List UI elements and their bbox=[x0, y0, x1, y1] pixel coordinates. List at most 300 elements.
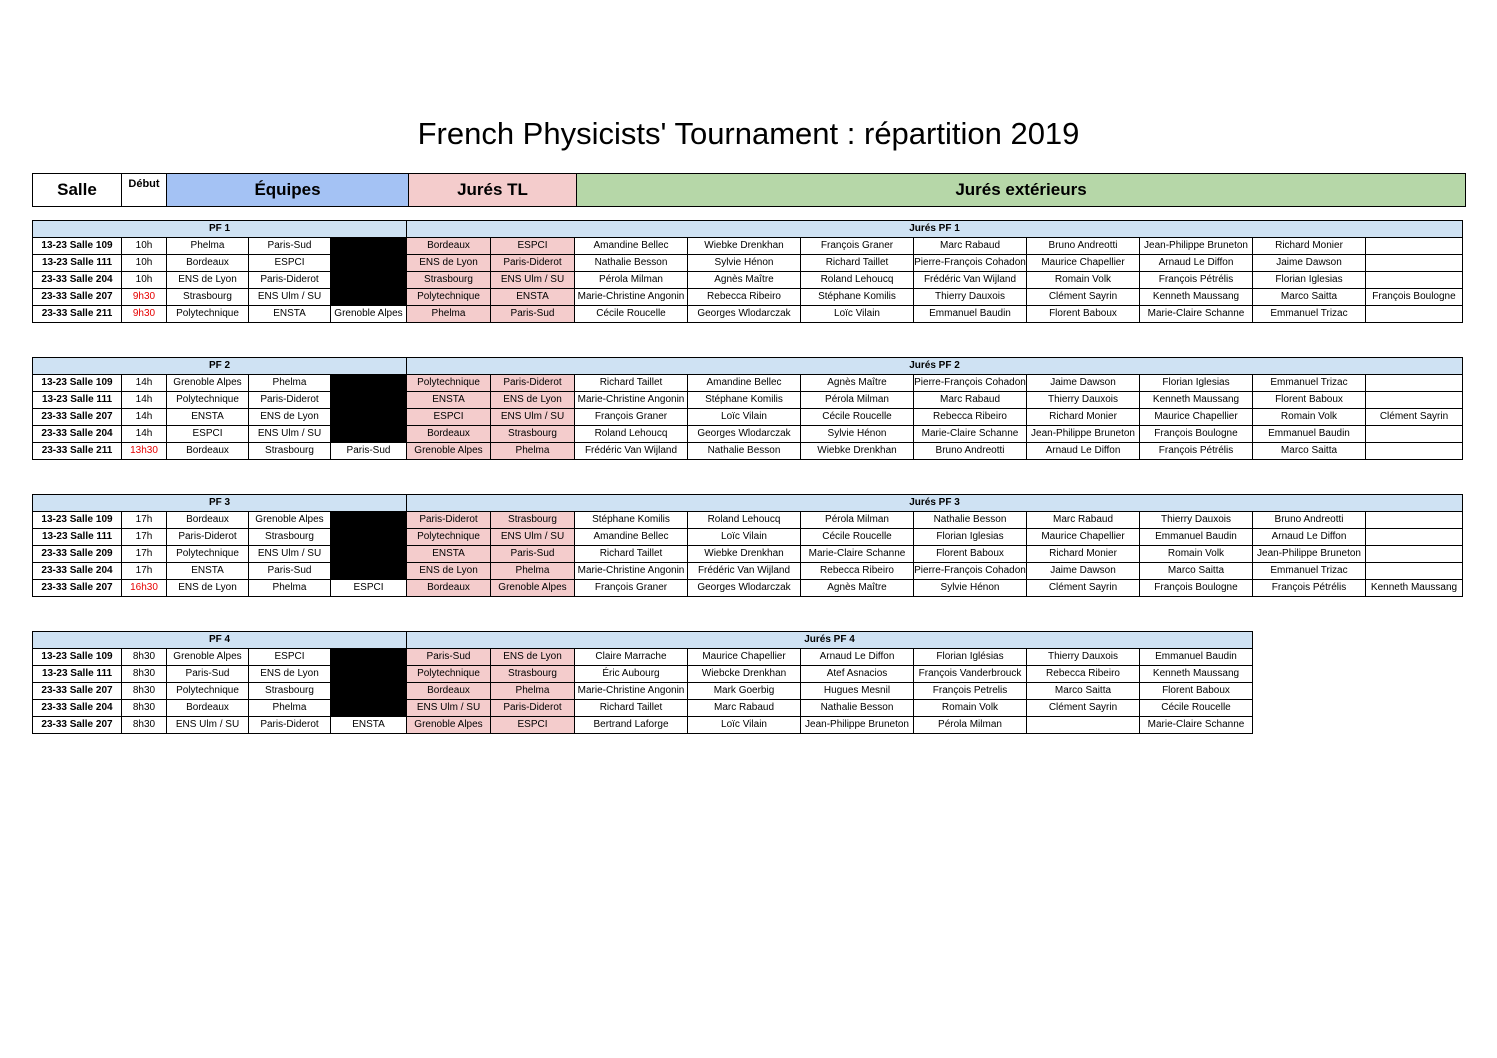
table-row bbox=[33, 649, 1253, 666]
juror-cell: Wiebke Drenkhan bbox=[801, 443, 914, 460]
juror-cell: Pérola Milman bbox=[914, 717, 1027, 734]
juror-cell bbox=[1366, 306, 1463, 323]
juror-cell: François Pétrélis bbox=[1140, 272, 1253, 289]
juror-cell: Emmanuel Trizac bbox=[1253, 563, 1366, 580]
jury-tl-cell: ESPCI bbox=[407, 409, 491, 426]
juror-cell: Nathalie Besson bbox=[688, 443, 801, 460]
team-cell: Bordeaux bbox=[167, 512, 249, 529]
juror-cell: Thierry Dauxois bbox=[1140, 512, 1253, 529]
juror-cell: François Boulogne bbox=[1140, 426, 1253, 443]
team-cell: Polytechnique bbox=[167, 683, 249, 700]
header-debut: Début bbox=[122, 174, 167, 207]
juror-cell: Georges Wlodarczak bbox=[688, 580, 801, 597]
team-cell: Paris-Sud bbox=[249, 238, 331, 255]
debut-cell: 14h bbox=[122, 375, 167, 392]
juror-cell: Éric Aubourg bbox=[575, 666, 688, 683]
juror-cell: Wiebke Drenkhan bbox=[688, 238, 801, 255]
juror-cell: Agnès Maître bbox=[688, 272, 801, 289]
juror-cell: Marco Saitta bbox=[1253, 443, 1366, 460]
empty-team-cell bbox=[331, 666, 407, 683]
team-cell: Strasbourg bbox=[249, 443, 331, 460]
juror-cell: Marc Rabaud bbox=[914, 392, 1027, 409]
juror-cell: Jean-Philippe Bruneton bbox=[801, 717, 914, 734]
juror-cell: François Petrelis bbox=[914, 683, 1027, 700]
header-salle: Salle bbox=[33, 174, 122, 207]
juror-cell: Maurice Chapellier bbox=[688, 649, 801, 666]
jury-tl-cell: ENS de Lyon bbox=[407, 255, 491, 272]
salle-cell: 23-33 Salle 209 bbox=[33, 546, 122, 563]
jury-tl-cell: Polytechnique bbox=[407, 529, 491, 546]
jury-tl-cell: Strasbourg bbox=[491, 512, 575, 529]
team-cell: ESPCI bbox=[249, 649, 331, 666]
debut-cell: 17h bbox=[122, 546, 167, 563]
jury-tl-cell: Phelma bbox=[407, 306, 491, 323]
table-row bbox=[33, 580, 1463, 597]
juror-cell: Bertrand Laforge bbox=[575, 717, 688, 734]
juror-cell: Clément Sayrin bbox=[1027, 700, 1140, 717]
header-equipes: Équipes bbox=[167, 174, 409, 207]
jury-tl-cell: Bordeaux bbox=[407, 426, 491, 443]
debut-cell: 14h bbox=[122, 409, 167, 426]
juror-cell: Richard Monier bbox=[1027, 409, 1140, 426]
debut-cell: 9h30 bbox=[122, 289, 167, 306]
empty-team-cell bbox=[331, 289, 407, 306]
team-cell: Strasbourg bbox=[249, 529, 331, 546]
juror-cell: Arnaud Le Diffon bbox=[1140, 255, 1253, 272]
table-row bbox=[33, 717, 1253, 734]
table-row bbox=[33, 409, 1463, 426]
debut-cell: 8h30 bbox=[122, 700, 167, 717]
juror-cell: Jean-Philippe Bruneton bbox=[1253, 546, 1366, 563]
salle-cell: 13-23 Salle 111 bbox=[33, 666, 122, 683]
jury-tl-cell: Paris-Diderot bbox=[491, 375, 575, 392]
table-row bbox=[33, 255, 1463, 272]
juror-cell: Florian Iglesias bbox=[1253, 272, 1366, 289]
juror-cell: Emmanuel Baudin bbox=[1253, 426, 1366, 443]
juror-cell: Emmanuel Baudin bbox=[1140, 649, 1253, 666]
team-cell: ENS Ulm / SU bbox=[167, 717, 249, 734]
juror-cell: Romain Volk bbox=[1027, 272, 1140, 289]
empty-team-cell bbox=[331, 392, 407, 409]
juror-cell: Emmanuel Baudin bbox=[914, 306, 1027, 323]
juror-cell: Amandine Bellec bbox=[575, 238, 688, 255]
table-row bbox=[33, 238, 1463, 255]
debut-cell: 8h30 bbox=[122, 649, 167, 666]
juror-cell: Marie-Christine Angonin bbox=[575, 683, 688, 700]
juror-cell: Marco Saitta bbox=[1253, 289, 1366, 306]
juror-cell: Jaime Dawson bbox=[1027, 563, 1140, 580]
salle-cell: 23-33 Salle 204 bbox=[33, 426, 122, 443]
juror-cell: Romain Volk bbox=[914, 700, 1027, 717]
juror-cell: Kenneth Maussang bbox=[1366, 580, 1463, 597]
debut-cell: 10h bbox=[122, 272, 167, 289]
team-cell: Paris-Sud bbox=[249, 563, 331, 580]
jury-tl-cell: ENS Ulm / SU bbox=[491, 529, 575, 546]
juror-cell: Clément Sayrin bbox=[1027, 580, 1140, 597]
juror-cell: Pérola Milman bbox=[575, 272, 688, 289]
salle-cell: 23-33 Salle 207 bbox=[33, 717, 122, 734]
team-cell: Paris-Sud bbox=[331, 443, 407, 460]
juror-cell: Thierry Dauxois bbox=[1027, 392, 1140, 409]
salle-cell: 23-33 Salle 204 bbox=[33, 272, 122, 289]
debut-cell: 17h bbox=[122, 512, 167, 529]
juror-cell: François Boulogne bbox=[1366, 289, 1463, 306]
table-row bbox=[33, 546, 1463, 563]
header-jures-exterieurs: Jurés extérieurs bbox=[577, 174, 1466, 207]
juror-cell: Kenneth Maussang bbox=[1140, 392, 1253, 409]
team-cell: Paris-Diderot bbox=[249, 272, 331, 289]
juror-cell: Roland Lehoucq bbox=[688, 512, 801, 529]
team-cell: Phelma bbox=[167, 238, 249, 255]
salle-cell: 13-23 Salle 109 bbox=[33, 238, 122, 255]
table-row bbox=[33, 443, 1463, 460]
juror-cell: Cécile Roucelle bbox=[801, 529, 914, 546]
juror-cell: Atef Asnacios bbox=[801, 666, 914, 683]
juror-cell: François Vanderbrouck bbox=[914, 666, 1027, 683]
team-cell: ENS Ulm / SU bbox=[249, 426, 331, 443]
team-cell: Strasbourg bbox=[167, 289, 249, 306]
jury-tl-cell: ESPCI bbox=[491, 717, 575, 734]
juror-cell: Florian Iglesias bbox=[1140, 375, 1253, 392]
salle-cell: 23-33 Salle 211 bbox=[33, 306, 122, 323]
section-table-pf2 bbox=[32, 357, 1463, 460]
team-cell: Grenoble Alpes bbox=[167, 649, 249, 666]
juror-cell: Maurice Chapellier bbox=[1140, 409, 1253, 426]
juror-cell: Hugues Mesnil bbox=[801, 683, 914, 700]
section-label: PF 1 bbox=[33, 221, 407, 238]
juror-cell: Maurice Chapellier bbox=[1027, 255, 1140, 272]
empty-team-cell bbox=[331, 238, 407, 255]
empty-team-cell bbox=[331, 683, 407, 700]
team-cell: ENS de Lyon bbox=[249, 666, 331, 683]
section-jury-label: Jurés PF 4 bbox=[407, 632, 1253, 649]
debut-cell: 8h30 bbox=[122, 666, 167, 683]
team-cell: Polytechnique bbox=[167, 306, 249, 323]
empty-team-cell bbox=[331, 512, 407, 529]
juror-cell: Clément Sayrin bbox=[1366, 409, 1463, 426]
jury-tl-cell: Strasbourg bbox=[491, 426, 575, 443]
section-label: PF 4 bbox=[33, 632, 407, 649]
juror-cell bbox=[1366, 529, 1463, 546]
juror-cell: Marie-Claire Schanne bbox=[1140, 306, 1253, 323]
section-table-pf3 bbox=[32, 494, 1463, 597]
juror-cell: Pierre-François Cohadon bbox=[914, 255, 1027, 272]
juror-cell: Clément Sayrin bbox=[1027, 289, 1140, 306]
debut-cell: 17h bbox=[122, 563, 167, 580]
jury-tl-cell: Paris-Diderot bbox=[407, 512, 491, 529]
juror-cell: Jaime Dawson bbox=[1027, 375, 1140, 392]
jury-tl-cell: Paris-Sud bbox=[491, 306, 575, 323]
juror-cell bbox=[1366, 255, 1463, 272]
table-row bbox=[33, 666, 1253, 683]
empty-team-cell bbox=[331, 255, 407, 272]
table-row bbox=[33, 426, 1463, 443]
juror-cell bbox=[1366, 546, 1463, 563]
juror-cell: Pierre-François Cohadon bbox=[914, 563, 1027, 580]
juror-cell bbox=[1366, 375, 1463, 392]
empty-team-cell bbox=[331, 700, 407, 717]
juror-cell: Loïc Vilain bbox=[688, 529, 801, 546]
jury-tl-cell: ENS de Lyon bbox=[491, 392, 575, 409]
salle-cell: 23-33 Salle 207 bbox=[33, 409, 122, 426]
empty-team-cell bbox=[331, 546, 407, 563]
juror-cell: Richard Taillet bbox=[801, 255, 914, 272]
debut-cell: 17h bbox=[122, 529, 167, 546]
jury-tl-cell: Polytechnique bbox=[407, 289, 491, 306]
salle-cell: 13-23 Salle 109 bbox=[33, 512, 122, 529]
juror-cell: Stéphane Komilis bbox=[801, 289, 914, 306]
team-cell: Paris-Diderot bbox=[249, 392, 331, 409]
jury-tl-cell: Paris-Sud bbox=[407, 649, 491, 666]
juror-cell: François Pétrélis bbox=[1140, 443, 1253, 460]
jury-tl-cell: Polytechnique bbox=[407, 375, 491, 392]
team-cell: ENSTA bbox=[167, 563, 249, 580]
salle-cell: 23-33 Salle 207 bbox=[33, 683, 122, 700]
jury-tl-cell: Grenoble Alpes bbox=[407, 717, 491, 734]
juror-cell: Kenneth Maussang bbox=[1140, 666, 1253, 683]
juror-cell: Sylvie Hénon bbox=[914, 580, 1027, 597]
juror-cell: Marie-Claire Schanne bbox=[1140, 717, 1253, 734]
team-cell: ENSTA bbox=[331, 717, 407, 734]
jury-tl-cell: Strasbourg bbox=[407, 272, 491, 289]
juror-cell: Pérola Milman bbox=[801, 392, 914, 409]
team-cell: Grenoble Alpes bbox=[331, 306, 407, 323]
jury-tl-cell: Bordeaux bbox=[407, 580, 491, 597]
juror-cell bbox=[1027, 717, 1140, 734]
jury-tl-cell: Grenoble Alpes bbox=[491, 580, 575, 597]
jury-tl-cell: Bordeaux bbox=[407, 238, 491, 255]
table-row bbox=[33, 563, 1463, 580]
section-label: PF 3 bbox=[33, 495, 407, 512]
section-jury-label: Jurés PF 1 bbox=[407, 221, 1463, 238]
juror-cell: Wiebcke Drenkhan bbox=[688, 666, 801, 683]
table-row bbox=[33, 375, 1463, 392]
team-cell: Bordeaux bbox=[167, 255, 249, 272]
salle-cell: 23-33 Salle 207 bbox=[33, 580, 122, 597]
jury-tl-cell: Grenoble Alpes bbox=[407, 443, 491, 460]
empty-team-cell bbox=[331, 649, 407, 666]
juror-cell: Thierry Dauxois bbox=[914, 289, 1027, 306]
jury-tl-cell: Bordeaux bbox=[407, 683, 491, 700]
juror-cell: Marc Rabaud bbox=[914, 238, 1027, 255]
juror-cell: Richard Taillet bbox=[575, 375, 688, 392]
juror-cell: Jean-Philippe Bruneton bbox=[1140, 238, 1253, 255]
juror-cell: Emmanuel Trizac bbox=[1253, 375, 1366, 392]
table-row bbox=[33, 272, 1463, 289]
jury-tl-cell: ENS Ulm / SU bbox=[491, 272, 575, 289]
salle-cell: 23-33 Salle 207 bbox=[33, 289, 122, 306]
team-cell: Bordeaux bbox=[167, 700, 249, 717]
jury-tl-cell: Phelma bbox=[491, 563, 575, 580]
juror-cell: Marie-Christine Angonin bbox=[575, 392, 688, 409]
jury-tl-cell: Phelma bbox=[491, 443, 575, 460]
juror-cell: François Graner bbox=[801, 238, 914, 255]
juror-cell bbox=[1366, 238, 1463, 255]
juror-cell: Rebecca Ribeiro bbox=[801, 563, 914, 580]
section-table-pf1 bbox=[32, 220, 1463, 323]
juror-cell: Marc Rabaud bbox=[1027, 512, 1140, 529]
juror-cell: Georges Wlodarczak bbox=[688, 426, 801, 443]
team-cell: ENSTA bbox=[167, 409, 249, 426]
jury-tl-cell: Paris-Diderot bbox=[491, 700, 575, 717]
juror-cell: Cécile Roucelle bbox=[801, 409, 914, 426]
header-table bbox=[32, 173, 1466, 207]
team-cell: Grenoble Alpes bbox=[249, 512, 331, 529]
salle-cell: 23-33 Salle 211 bbox=[33, 443, 122, 460]
team-cell: Grenoble Alpes bbox=[167, 375, 249, 392]
juror-cell: Pierre-François Cohadon bbox=[914, 375, 1027, 392]
jury-tl-cell: Polytechnique bbox=[407, 666, 491, 683]
juror-cell: Kenneth Maussang bbox=[1140, 289, 1253, 306]
table-row bbox=[33, 392, 1463, 409]
juror-cell: François Pétrélis bbox=[1253, 580, 1366, 597]
juror-cell: Richard Taillet bbox=[575, 700, 688, 717]
jury-tl-cell: Paris-Sud bbox=[491, 546, 575, 563]
debut-cell: 16h30 bbox=[122, 580, 167, 597]
team-cell: Paris-Diderot bbox=[167, 529, 249, 546]
juror-cell: Bruno Andreotti bbox=[1027, 238, 1140, 255]
juror-cell: Loïc Vilain bbox=[688, 717, 801, 734]
juror-cell: Wiebke Drenkhan bbox=[688, 546, 801, 563]
team-cell: Bordeaux bbox=[167, 443, 249, 460]
juror-cell: Loïc Vilain bbox=[688, 409, 801, 426]
team-cell: ENS Ulm / SU bbox=[249, 546, 331, 563]
juror-cell: Nathalie Besson bbox=[575, 255, 688, 272]
salle-cell: 13-23 Salle 111 bbox=[33, 529, 122, 546]
table-row bbox=[33, 529, 1463, 546]
table-row bbox=[33, 306, 1463, 323]
empty-team-cell bbox=[331, 272, 407, 289]
juror-cell: Marco Saitta bbox=[1140, 563, 1253, 580]
jury-tl-cell: ESPCI bbox=[491, 238, 575, 255]
section-table-pf4 bbox=[32, 631, 1253, 734]
juror-cell: Frédéric Van Wijland bbox=[914, 272, 1027, 289]
juror-cell: Thierry Dauxois bbox=[1027, 649, 1140, 666]
team-cell: ESPCI bbox=[331, 580, 407, 597]
debut-cell: 13h30 bbox=[122, 443, 167, 460]
juror-cell bbox=[1366, 512, 1463, 529]
juror-cell: Emmanuel Trizac bbox=[1253, 306, 1366, 323]
salle-cell: 23-33 Salle 204 bbox=[33, 700, 122, 717]
empty-team-cell bbox=[331, 409, 407, 426]
jury-tl-cell: ENS de Lyon bbox=[491, 649, 575, 666]
debut-cell: 14h bbox=[122, 392, 167, 409]
juror-cell: Sylvie Hénon bbox=[688, 255, 801, 272]
juror-cell: Bruno Andreotti bbox=[1253, 512, 1366, 529]
jury-tl-cell: ENSTA bbox=[407, 546, 491, 563]
juror-cell: Amandine Bellec bbox=[575, 529, 688, 546]
juror-cell: Florent Baboux bbox=[1027, 306, 1140, 323]
juror-cell: Claire Marrache bbox=[575, 649, 688, 666]
juror-cell bbox=[1366, 443, 1463, 460]
team-cell: Polytechnique bbox=[167, 546, 249, 563]
debut-cell: 9h30 bbox=[122, 306, 167, 323]
section-jury-label: Jurés PF 2 bbox=[407, 358, 1463, 375]
juror-cell: Marc Rabaud bbox=[688, 700, 801, 717]
salle-cell: 13-23 Salle 109 bbox=[33, 375, 122, 392]
juror-cell: Stéphane Komilis bbox=[575, 512, 688, 529]
juror-cell: Cécile Roucelle bbox=[575, 306, 688, 323]
juror-cell: Arnaud Le Diffon bbox=[1027, 443, 1140, 460]
empty-team-cell bbox=[331, 426, 407, 443]
juror-cell: Georges Wlodarczak bbox=[688, 306, 801, 323]
juror-cell: Frédéric Van Wijland bbox=[688, 563, 801, 580]
table-row bbox=[33, 289, 1463, 306]
debut-cell: 8h30 bbox=[122, 717, 167, 734]
juror-cell: Emmanuel Baudin bbox=[1140, 529, 1253, 546]
team-cell: Paris-Diderot bbox=[249, 717, 331, 734]
section-label: PF 2 bbox=[33, 358, 407, 375]
juror-cell bbox=[1366, 392, 1463, 409]
jury-tl-cell: ENSTA bbox=[491, 289, 575, 306]
juror-cell: Jean-Philippe Bruneton bbox=[1027, 426, 1140, 443]
team-cell: Phelma bbox=[249, 580, 331, 597]
juror-cell: Arnaud Le Diffon bbox=[801, 649, 914, 666]
juror-cell: Richard Monier bbox=[1253, 238, 1366, 255]
team-cell: ENS de Lyon bbox=[167, 580, 249, 597]
juror-cell bbox=[1366, 563, 1463, 580]
juror-cell: Marie-Christine Angonin bbox=[575, 289, 688, 306]
juror-cell: Arnaud Le Diffon bbox=[1253, 529, 1366, 546]
juror-cell: Nathalie Besson bbox=[914, 512, 1027, 529]
team-cell: ENS de Lyon bbox=[167, 272, 249, 289]
salle-cell: 23-33 Salle 204 bbox=[33, 563, 122, 580]
table-row bbox=[33, 683, 1253, 700]
debut-cell: 14h bbox=[122, 426, 167, 443]
juror-cell: Nathalie Besson bbox=[801, 700, 914, 717]
juror-cell: Agnès Maître bbox=[801, 580, 914, 597]
team-cell: Paris-Sud bbox=[167, 666, 249, 683]
juror-cell: Rebecca Ribeiro bbox=[1027, 666, 1140, 683]
jury-tl-cell: ENS Ulm / SU bbox=[491, 409, 575, 426]
juror-cell bbox=[1366, 426, 1463, 443]
juror-cell: Rebecca Ribeiro bbox=[914, 409, 1027, 426]
juror-cell: Bruno Andreotti bbox=[914, 443, 1027, 460]
juror-cell: François Boulogne bbox=[1140, 580, 1253, 597]
salle-cell: 13-23 Salle 111 bbox=[33, 255, 122, 272]
juror-cell: Romain Volk bbox=[1253, 409, 1366, 426]
team-cell: ENSTA bbox=[249, 306, 331, 323]
team-cell: Strasbourg bbox=[249, 683, 331, 700]
jury-tl-cell: Phelma bbox=[491, 683, 575, 700]
juror-cell: Richard Monier bbox=[1027, 546, 1140, 563]
juror-cell: François Graner bbox=[575, 580, 688, 597]
juror-cell: Florent Baboux bbox=[914, 546, 1027, 563]
debut-cell: 8h30 bbox=[122, 683, 167, 700]
juror-cell: Maurice Chapellier bbox=[1027, 529, 1140, 546]
juror-cell: Stéphane Komilis bbox=[688, 392, 801, 409]
juror-cell: Florent Baboux bbox=[1140, 683, 1253, 700]
team-cell: Phelma bbox=[249, 375, 331, 392]
header-jures-tl: Jurés TL bbox=[409, 174, 577, 207]
team-cell: Phelma bbox=[249, 700, 331, 717]
juror-cell: Cécile Roucelle bbox=[1140, 700, 1253, 717]
salle-cell: 13-23 Salle 111 bbox=[33, 392, 122, 409]
team-cell: ENS de Lyon bbox=[249, 409, 331, 426]
juror-cell: Marie-Claire Schanne bbox=[801, 546, 914, 563]
juror-cell: Marco Saitta bbox=[1027, 683, 1140, 700]
juror-cell bbox=[1366, 272, 1463, 289]
team-cell: ESPCI bbox=[167, 426, 249, 443]
juror-cell: Richard Taillet bbox=[575, 546, 688, 563]
empty-team-cell bbox=[331, 375, 407, 392]
juror-cell: Florian Iglésias bbox=[914, 649, 1027, 666]
debut-cell: 10h bbox=[122, 255, 167, 272]
juror-cell: Roland Lehoucq bbox=[801, 272, 914, 289]
juror-cell: Frédéric Van Wijland bbox=[575, 443, 688, 460]
juror-cell: Loïc Vilain bbox=[801, 306, 914, 323]
juror-cell: Romain Volk bbox=[1140, 546, 1253, 563]
